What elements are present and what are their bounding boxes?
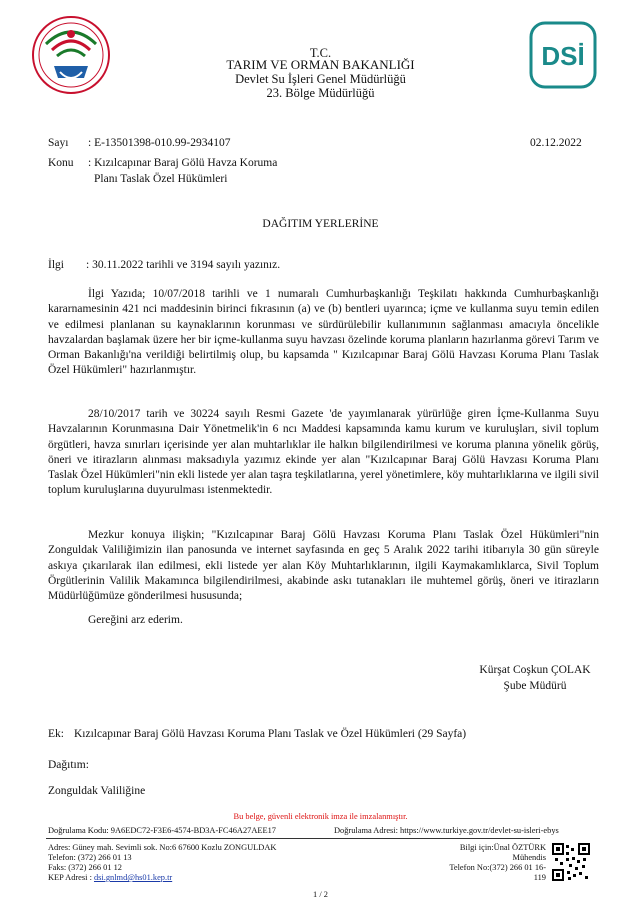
- signer-title: Şube Müdürü: [503, 680, 567, 692]
- konu-value-line2: Planı Taslak Özel Hükümleri: [94, 173, 228, 185]
- sayi-label: Sayı: [48, 137, 69, 149]
- footer-address: Adres: Güney mah. Sevimli sok. No:6 67600 Kozlu ZONGULDAK: [48, 843, 277, 852]
- verification-code: Doğrulama Kodu: 9A6EDC72-F3E6-4574-BD3A-FC46A27AEE17: [48, 826, 276, 835]
- ek-value: Kızılcapınar Baraj Gölü Havzası Koruma Planı Taslak ve Özel Hükümleri (29 Sayfa): [74, 728, 467, 740]
- header-region: 23. Bölge Müdürlüğü: [266, 86, 375, 100]
- body-paragraph-4: Gereğini arz ederim.: [88, 614, 183, 626]
- info-contact: Bilgi için:Ünal ÖZTÜRK: [459, 843, 546, 852]
- footer-divider: [46, 838, 540, 839]
- info-phone-ext: 119: [533, 873, 546, 882]
- page-number: 1 / 2: [313, 890, 328, 899]
- info-role: Mühendis: [512, 853, 546, 862]
- info-phone: Telefon No:(372) 266 01 16-: [449, 863, 546, 872]
- footer-kep: [48, 873, 172, 883]
- header-tc: T.C.: [309, 46, 332, 60]
- dagitim-value: Zonguldak Valiliğine: [48, 785, 146, 797]
- ilgi-value: : 30.11.2022 tarihli ve 3194 sayılı yazınız.: [86, 259, 281, 271]
- kep-label: KEP Adresi :: [48, 873, 92, 882]
- dsi-logo-text: DSİ: [541, 41, 585, 71]
- verification-address: Doğrulama Adresi: https://www.turkiye.gov.tr/devlet-su-isleri-ebys: [334, 826, 559, 835]
- dagitim-label: Dağıtım:: [48, 759, 89, 771]
- footer-phone: Telefon: (372) 266 01 13: [48, 853, 132, 862]
- signer-name: Kürşat Coşkun ÇOLAK: [479, 664, 591, 676]
- konu-label: Konu: [48, 157, 74, 169]
- sayi-value: : E-13501398-010.99-2934107: [88, 137, 231, 149]
- kep-address-link[interactable]: dsi.gnlmd@hs01.kep.tr: [93, 873, 173, 882]
- qr-code-icon: [552, 843, 590, 881]
- header-ministry: TARIM VE ORMAN BAKANLIĞI: [226, 57, 415, 72]
- footer-fax: Faks: (372) 266 01 12: [48, 863, 122, 872]
- ilgi-label: İlgi: [48, 259, 64, 271]
- distribution-title: DAĞITIM YERLERİNE: [262, 218, 379, 230]
- ek-label: Ek:: [48, 728, 64, 740]
- body-paragraph-3: Mezkur konuya ilişkin; "Kızılcapınar Baraj Gölü Havzası Koruma Planı Taslak Özel Hükümleri"nin Zonguldak Valiliğimizin ilan panosunda ve internet sayfasında en geç 5 Aralık 2022 tarihi itibarıyla 30 gün süreyle askıya çıkarılarak ilan edilmesi, ekli listede yer alan Köy Muhtarlıklarının, ilgili Kaymakamlıklarca, Sivil Toplum Örgütlerinin Valilik Makamınca bilgilendirilmesi, akabinde askı tutanakları ile muhtemel görüş, öneri ve itirazların Müdürlüğümüze gönderilmesi hususunda;: [48, 529, 599, 603]
- body-paragraph-1: İlgi Yazıda; 10/07/2018 tarihli ve 1 numaralı Cumhurbaşkanlığı Teşkilatı hakkında Cumhurbaşkanlığı kararnamesinin 421 nci maddesinin birinci fıkrasının (a) ve (b) bentleri uyarınca; içme ve kullanma suyu temin edilen ve edilmesi planlanan su kaynaklarının korunması ve sürdürülebilir kullanımının sağlanması amacıyla öncelikle havzalardan başlamak üzere her bir içme-kullanma suyu havzası özelinde koruma planların hazırlanma görevi Tarım ve Orman Bakanlığı'na verildiği belirtilmiş olup, bu kapsamda " Kızılcapınar Baraj Gölü Havzası Koruma Planı Taslak Özel Hükümleri" hazırlanmıştır.: [48, 288, 599, 377]
- body-paragraph-2: 28/10/2017 tarih ve 30224 sayılı Resmi Gazete 'de yayımlanarak yürürlüğe giren İçme-Kullanma Suyu Havzalarının Korunmasına Dair Yönetmelik'in 6 ncı Maddesi kapsamında kamu kurum ve kuruluşları, sivil toplum örgütleri, havza sınırları içerisinde yer alan muhtarlıklar ile halkın bilgilendirilmesi ve koruma planına yönelik görüş, öneri ve itirazların alınması maksadıyla yazımız ekinde yer alan "Kızılcapınar Baraj Gölü Havzası Koruma Planı Taslak Özel Hükümleri"nin ekli listede yer alan taşra teşkilatlarına, yerel yönetimlere, köy muhtarlıklarına ve ilgili sivil toplum kuruluşlarına duyurulması istenmektedir.: [48, 408, 599, 497]
- konu-value-line1: : Kızılcapınar Baraj Gölü Havza Koruma: [88, 157, 278, 169]
- document-date: 02.12.2022: [530, 137, 582, 149]
- e-signature-notice: Bu belge, güvenli elektronik imza ile imzalanmıştır.: [233, 812, 408, 821]
- header-directorate: Devlet Su İşleri Genel Müdürlüğü: [235, 72, 406, 86]
